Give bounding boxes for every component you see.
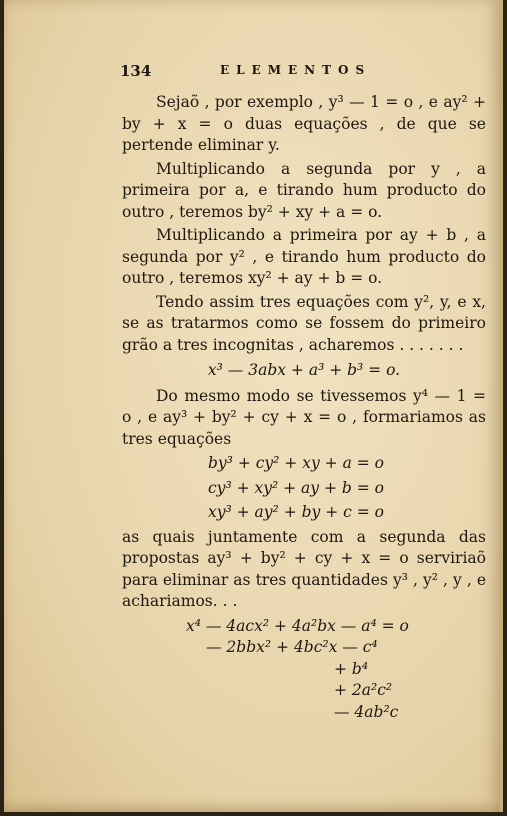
final-equation-line-3: + b⁴ [334, 659, 369, 678]
paragraph-6: as quais juntamente com a segunda das propostas ay³ + by² + cy + x = o serviriaõ para eliminar as tres quantidades y³ , y² , y , e achariamos. . . [122, 527, 486, 610]
final-equation-line-4: + 2a²c² [334, 681, 393, 699]
final-equation [122, 616, 486, 724]
final-equation-line-2: — 2bbx² + 4bc²x — c⁴ [206, 638, 378, 656]
equation-1: x³ — 3abx + a³ + b³ = o. [207, 361, 401, 379]
final-equation-line-1: x⁴ — 4acx² + 4a²bx — a⁴ = o [186, 616, 409, 635]
equation-3: cy³ + xy² + ay + b = o [208, 478, 384, 497]
paragraph-4: Tendo assim tres equações com y², y, e x, se as tratarmos como se fossem do primeiro grão a tres incognitas , acharemos . . . . . . . [122, 292, 486, 354]
page-number: 134 [120, 62, 152, 80]
paragraph-3: Multiplicando a primeira por ay + b , a segunda por y² , e tirando hum producto do outro , teremos xy² + ay + b = o. [122, 226, 486, 287]
running-title: ELEMENTOS [220, 63, 372, 77]
paragraph-5: Do mesmo modo se tivessemos y⁴ — 1 = o , e ay³ + by² + cy + x = o , formariamos as tres equações [122, 386, 486, 448]
book-page [4, 0, 503, 812]
equation-4: xy³ + ay² + by + c = o [208, 503, 384, 521]
paragraph-2: Multiplicando a segunda por y , a primeira por a, e tirando hum producto do outro , teremos by² + xy + a = o. [122, 159, 486, 221]
page-body [122, 92, 486, 726]
paragraph-1: Sejaõ , por exemplo , y³ — 1 = o , e ay² + by + x = o duas equações , de que se pertende eliminar y. [122, 93, 486, 154]
final-equation-line-5: — 4ab²c [334, 702, 399, 721]
equation-2: by³ + cy² + xy + a = o [208, 454, 384, 472]
